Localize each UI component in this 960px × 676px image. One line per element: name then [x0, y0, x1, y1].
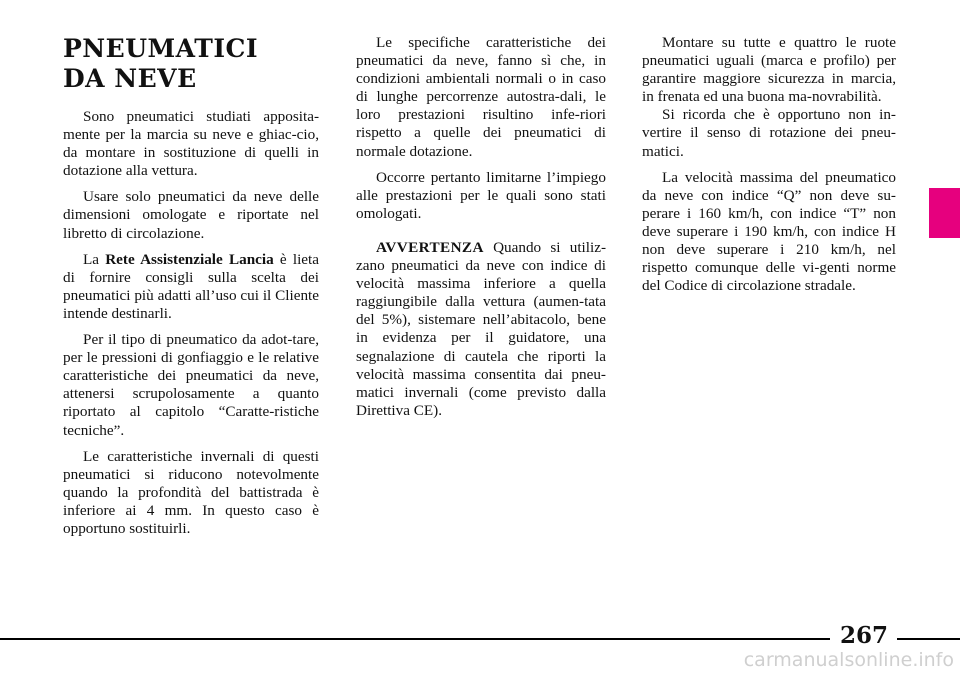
- paragraph: Le specifiche caratteristiche dei pneumatici da neve, fanno sì che, in condizioni ambientali normali o in caso di lunghe percorrenze autostra-dali, le loro prestazioni risultino infe-riori rispetto a quelle dei pneumatici di normale dotazione.: [356, 34, 606, 160]
- title-line-2: DA NEVE: [63, 64, 197, 93]
- footer-rule-right: [897, 638, 960, 640]
- paragraph: Usare solo pneumatici da neve delle dimensioni omologate e riportate nel libretto di circolazione.: [63, 188, 319, 242]
- footer-rule-left: [0, 638, 830, 640]
- paragraph: Montare su tutte e quattro le ruote pneumatici uguali (marca e profilo) per garantire maggiore sicurezza in marcia, in frenata ed una buona ma-novrabilità.: [642, 34, 896, 106]
- page-title: [63, 34, 319, 94]
- paragraph: Occorre pertanto limitarne l’impiego alle prestazioni per le quali sono stati omologati.: [356, 168, 606, 222]
- warning-label: AVVERTENZA: [376, 238, 484, 256]
- text-span: è lieta di fornire consigli sulla scelta dei pneumatici più adatti all’uso cui il Cliente intende destinarli.: [63, 250, 319, 322]
- paragraph: Per il tipo di pneumatico da adot-tare, per le pressioni di gonfiaggio e le relative caratteristiche dei pneumatici da neve, attenersi scrupolosamente a quanto riportato al capitolo “Caratte-ristiche tecniche”.: [63, 331, 319, 439]
- column-middle: [356, 34, 606, 428]
- service-network-name: Rete Assistenziale Lancia: [105, 250, 274, 268]
- column-left: [63, 34, 319, 546]
- page-number: 267: [839, 622, 888, 649]
- paragraph: Si ricorda che è opportuno non in-vertire il senso di rotazione dei pneu-matici.: [642, 106, 896, 160]
- column-right: [642, 34, 896, 303]
- watermark-text: carmanualsonline.info: [743, 649, 954, 671]
- section-tab-marker: [929, 188, 960, 238]
- text-span: La: [83, 250, 106, 268]
- paragraph: Le caratteristiche invernali di questi pneumatici si riducono notevolmente quando la profondità del battistrada è inferiore ai 4 mm. In questo caso è opportuno sostituirli.: [63, 447, 319, 537]
- title-line-1: PNEUMATICI: [63, 34, 259, 63]
- paragraph: Sono pneumatici studiati apposita-mente per la marcia su neve e ghiac-cio, da montare in sostituzione di quelli in dotazione alla vettura.: [63, 108, 319, 180]
- warning-paragraph: [356, 239, 606, 420]
- paragraph: La velocità massima del pneumatico da neve con indice “Q” non deve su-perare i 160 km/h, con indice “T” non deve superare i 190 km/h, con indice H non deve superare i 210 km/h, nel rispetto comunque delle vi-genti norme del Codice di circolazione stradale.: [642, 168, 896, 295]
- warning-text: Quando si utiliz-zano pneumatici da neve con indice di velocità massima inferiore a quella raggiungibile dalla vettura (aumen-tata del 5%), sistemare nell’abitacolo, bene in evidenza per il guidatore, una segnalazione di cautela che riporti la velocità massima consentita dai pneu-matici invernali (come previsto dalla Direttiva CE).: [356, 238, 606, 419]
- paragraph: [63, 251, 319, 323]
